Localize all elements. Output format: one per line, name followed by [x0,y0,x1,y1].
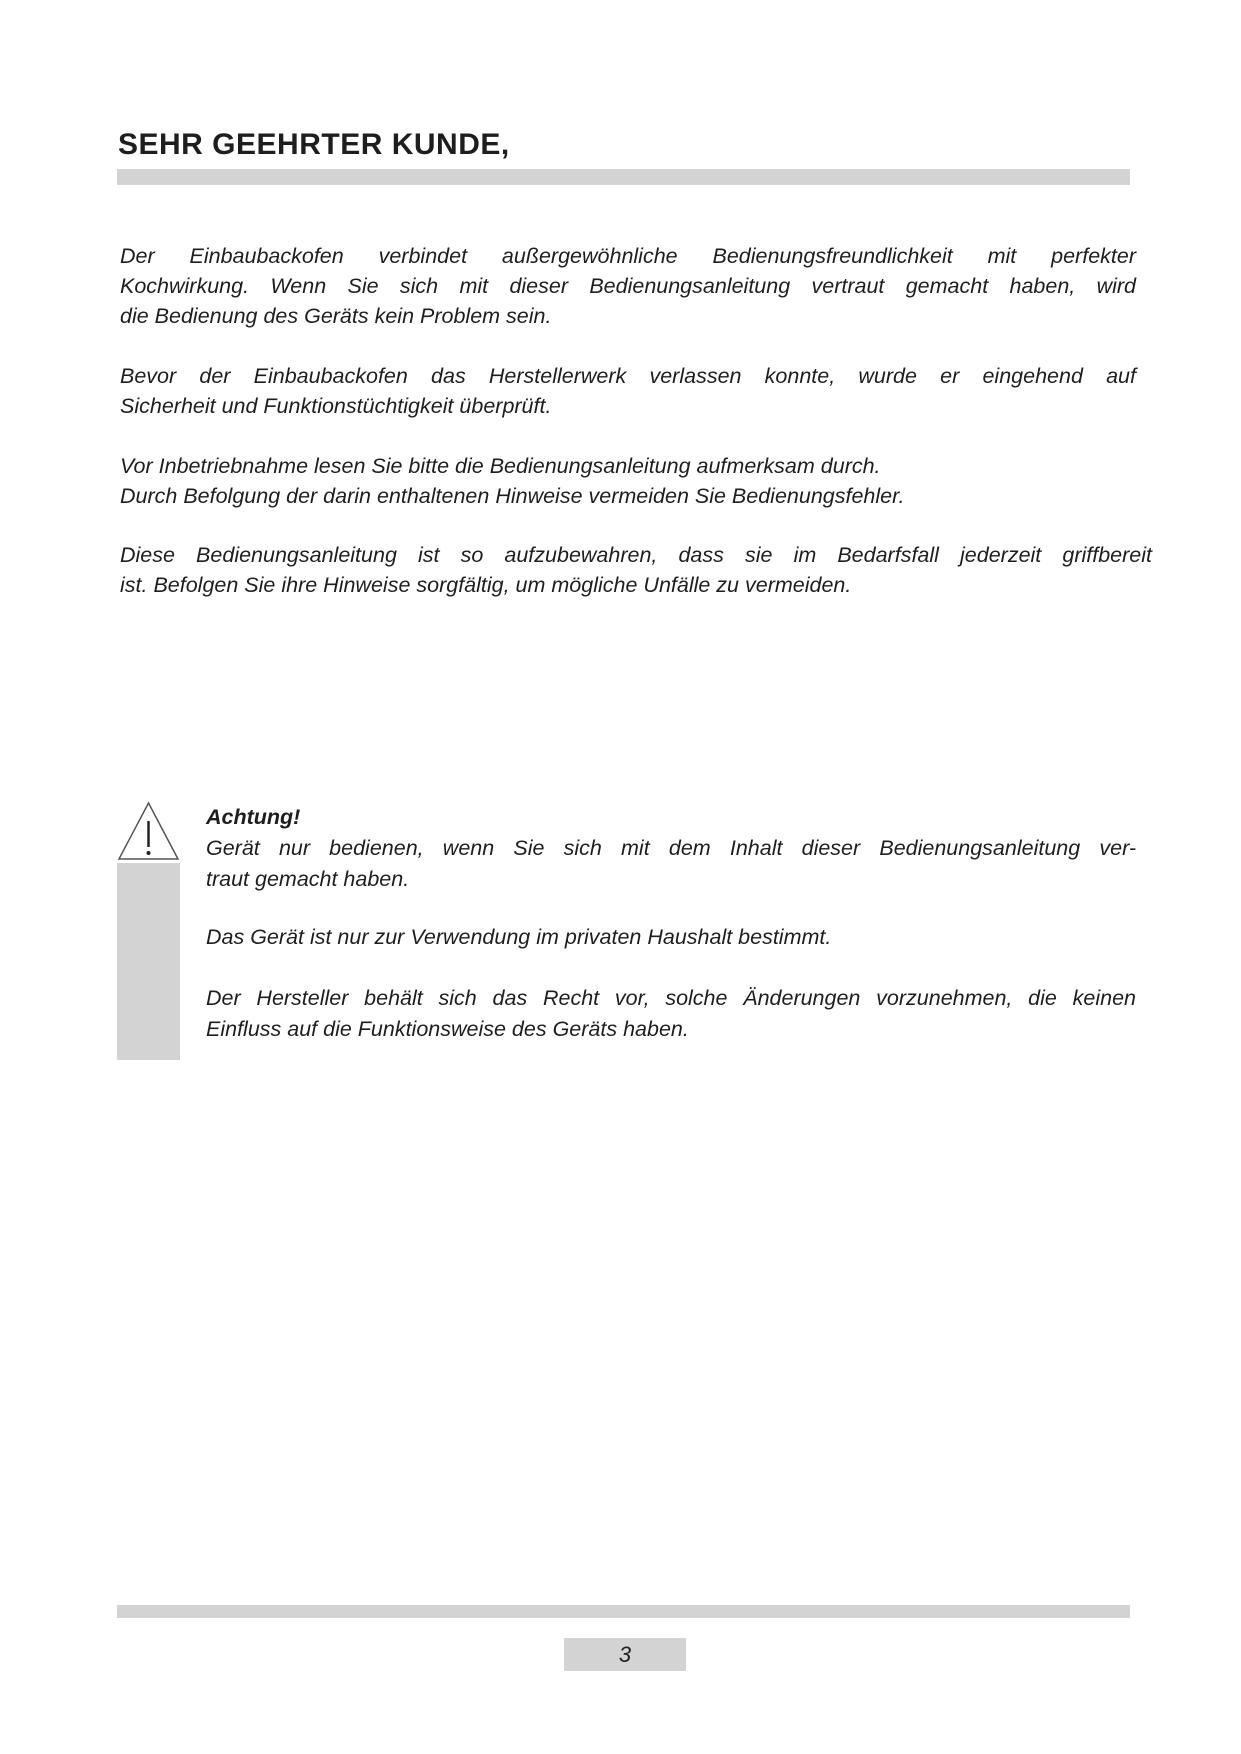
text-line: Diese Bedienungsanleitung ist so aufzubewahren, dass sie im Bedarfsfall jederzeit griffbereit [120,543,1152,567]
text-line: Der Hersteller behält sich das Recht vor, solche Änderungen vorzunehmen, die keinen [206,986,1136,1010]
text-line: Einfluss auf die Funktionsweise des Geräts haben. [206,1017,689,1041]
read-manual-paragraph [120,451,1136,511]
text-line: ist. Befolgen Sie ihre Hinweise sorgfältig, um mögliche Unfälle zu vermeiden. [120,573,852,597]
text-line: traut gemacht haben. [206,867,410,891]
text-line: Vor Inbetriebnahme lesen Sie bitte die Bedienungsanleitung aufmerksam durch. [120,454,881,478]
inspection-paragraph [120,361,1136,421]
text-line: Bevor der Einbaubackofen das Herstellerwerk verlassen konnte, wurde er eingehend auf [120,364,1136,388]
warning-content [206,802,1136,1045]
intro-paragraph [120,241,1136,331]
text-line: Gerät nur bedienen, wenn Sie sich mit dem Inhalt dieser Bedienungsanleitung ver- [206,836,1136,860]
warning-sidebar [117,799,180,1060]
text-line: Durch Befolgung der darin enthaltenen Hinweise vermeiden Sie Bedienungsfehler. [120,484,905,508]
page-number: 3 [564,1638,686,1671]
page-title: SEHR GEEHRTER KUNDE, [118,128,510,161]
text-line: Sicherheit und Funktionstüchtigkeit überprüft. [120,394,552,418]
text-line: Das Gerät ist nur zur Verwendung im privaten Haushalt bestimmt. [206,925,832,949]
footer-divider-bar [117,1605,1130,1618]
keep-manual-paragraph [120,540,1152,600]
warning-triangle-icon [117,799,180,863]
text-line: Der Einbaubackofen verbindet außergewöhnliche Bedienungsfreundlichkeit mit perfekter [120,244,1136,268]
text-line: die Bedienung des Geräts kein Problem sein. [120,304,552,328]
text-line: Kochwirkung. Wenn Sie sich mit dieser Bedienungsanleitung vertraut gemacht haben, wird [120,274,1136,298]
warning-title: Achtung! [206,805,301,829]
header-divider-bar [117,169,1130,185]
